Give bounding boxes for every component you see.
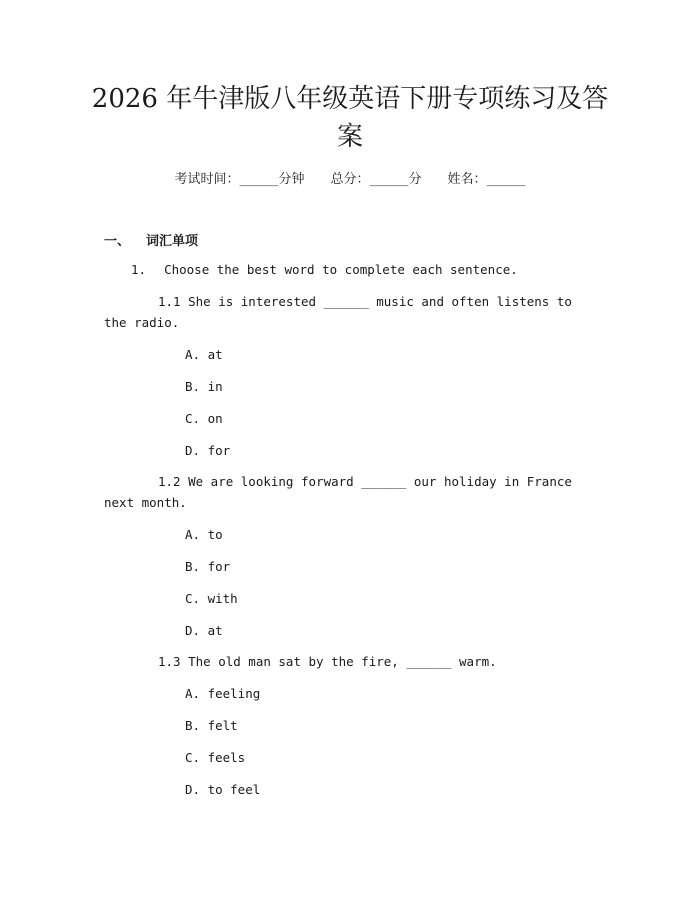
section-number: 一、 <box>104 234 131 249</box>
instruction-text: Choose the best word to complete each sentence. <box>164 262 518 277</box>
option: C. on <box>185 411 223 426</box>
question-text: 1.1 She is interested ______ music and often listens to the radio. <box>104 294 572 330</box>
instruction-number: 1. <box>131 262 147 277</box>
option: D. for <box>185 443 231 458</box>
option: B. felt <box>185 718 238 733</box>
option: B. in <box>185 379 223 394</box>
question-text: 1.3 The old man sat by the fire, ______ warm. <box>158 654 497 669</box>
option: A. to <box>185 527 223 542</box>
instruction <box>131 262 518 277</box>
page-title: 2026 年牛津版八年级英语下册专项练习及答案 <box>91 84 609 152</box>
option: C. with <box>185 591 238 606</box>
option: A. feeling <box>185 686 261 701</box>
section-heading <box>104 230 198 249</box>
option: B. for <box>185 559 231 574</box>
option: D. to feel <box>185 782 261 797</box>
option: D. at <box>185 623 223 638</box>
exam-info <box>0 168 700 187</box>
option: A. at <box>185 347 223 362</box>
option: C. feels <box>185 750 246 765</box>
question-text: 1.2 We are looking forward ______ our holiday in France next month. <box>104 474 572 510</box>
total-score-label: 总分：______分 <box>330 172 422 187</box>
student-name-label: 姓名：______ <box>447 172 526 187</box>
exam-time-label: 考试时间：______分钟 <box>174 172 305 187</box>
section-title: 词汇单项 <box>146 234 199 249</box>
